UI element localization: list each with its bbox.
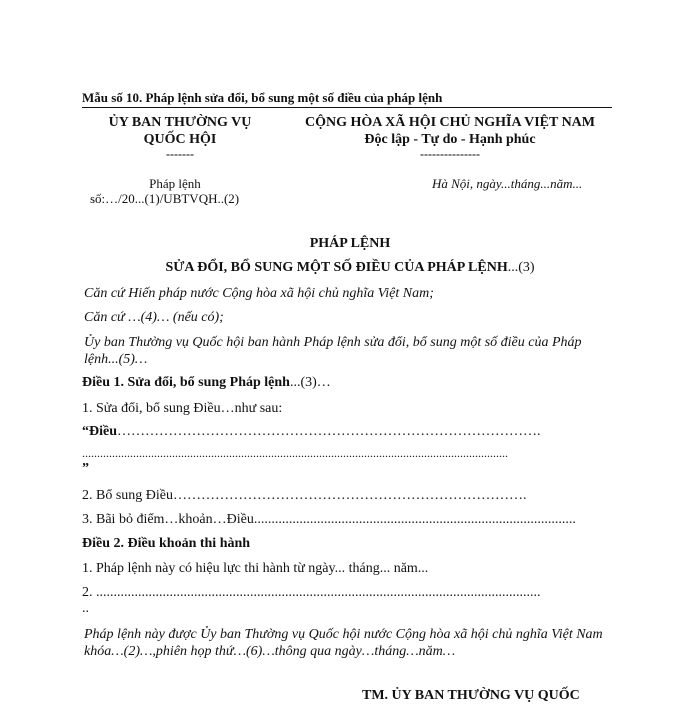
document-number: số:…/20...(1)/UBTVQH..(2) — [90, 191, 240, 206]
article-1-heading — [82, 375, 331, 391]
article-1-item-2: 2. Bổ sung Điều…………………………………………………………………. — [82, 488, 527, 503]
document-subtitle — [0, 260, 700, 276]
article-1-dotted-line: .............................................................................................................................................. — [82, 446, 508, 460]
national-title: CỘNG HÒA XÃ HỘI CHỦ NGHĨA VIỆT NAM — [304, 115, 595, 130]
article-1-quote-line — [82, 424, 541, 440]
article-1-heading-suffix: ...(3)… — [289, 375, 331, 390]
quote-open: “Điều — [82, 424, 117, 439]
article-2-heading: Điều 2. Điều khoản thi hành — [82, 536, 251, 551]
document-type: Pháp lệnh — [149, 176, 201, 191]
form-title: Mẫu số 10. Pháp lệnh sửa đổi, bổ sung một số điều của pháp lệnh — [82, 90, 443, 105]
subtitle-text: SỬA ĐỔI, BỔ SUNG MỘT SỐ ĐIỀU CỦA PHÁP LỆNH — [165, 260, 508, 275]
closing-statement: Pháp lệnh này được Ủy ban Thường vụ Quốc hội nước Cộng hòa xã hội chủ nghĩa Việt Nam khóa…(2)…,phiên họp thứ…(6)…thông qua ngày…tháng…năm… — [84, 627, 603, 659]
preamble-basis-other: Căn cứ …(4)… (nếu có); — [84, 310, 224, 325]
title-underline — [82, 107, 612, 108]
subtitle-suffix: ...(3) — [507, 260, 535, 275]
article-1-item-3: 3. Bãi bỏ điểm…khoản…Điều............................................................................................ — [82, 512, 576, 527]
quote-close: ” — [82, 461, 89, 476]
agency-name-line1: ỦY BAN THƯỜNG VỤ — [108, 115, 252, 130]
article-2-item-1: 1. Pháp lệnh này có hiệu lực thi hành từ ngày... tháng... năm... — [82, 561, 429, 576]
article-2-item-2: 2. ............................................................................................................................... — [82, 585, 541, 600]
quote-dots: ………………………………………………………………………………. — [117, 424, 541, 439]
agency-dash: ------- — [166, 147, 194, 161]
article-2-item-2-cont: .. — [82, 601, 89, 616]
agency-name-line2: QUỐC HỘI — [143, 132, 217, 147]
signature-block: TM. ỦY BAN THƯỜNG VỤ QUỐC — [362, 688, 580, 703]
article-1-heading-text: Điều 1. Sửa đổi, bổ sung Pháp lệnh — [82, 375, 290, 390]
document-title: PHÁP LỆNH — [309, 236, 391, 251]
national-motto: Độc lập - Tự do - Hạnh phúc — [364, 132, 536, 147]
preamble-promulgation: Ủy ban Thường vụ Quốc hội ban hành Pháp lệnh sửa đổi, bổ sung một số điều của Pháp lệnh...(5)… — [84, 335, 582, 367]
preamble-basis-constitution: Căn cứ Hiến pháp nước Cộng hòa xã hội chủ nghĩa Việt Nam; — [84, 286, 434, 301]
place-date: Hà Nội, ngày...tháng...năm... — [432, 176, 583, 191]
article-1-item-1: 1. Sửa đổi, bổ sung Điều…như sau: — [82, 401, 283, 416]
motto-dash: --------------- — [420, 147, 480, 161]
